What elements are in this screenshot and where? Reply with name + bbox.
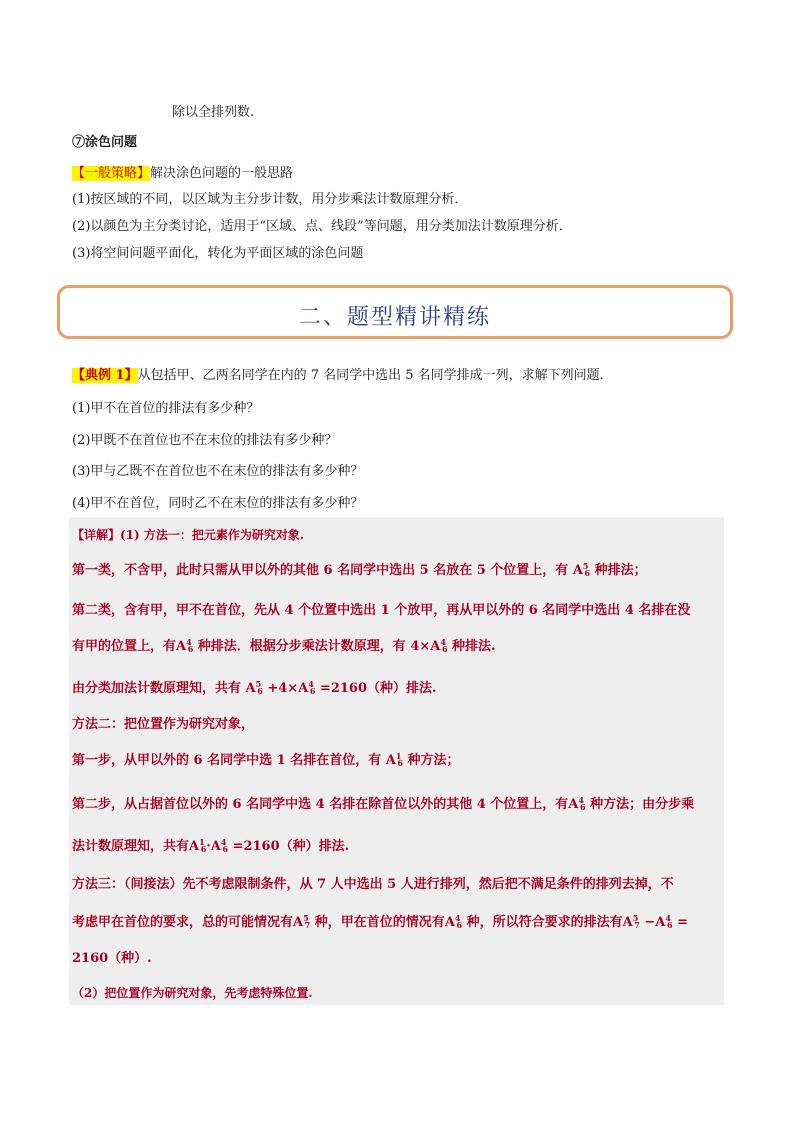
solution-tag: 【详解】	[72, 528, 121, 542]
solution-text: 法计数原理知，共有	[72, 839, 190, 854]
strategy-item-2: (2)以颜色为主分类讨论，适用于“区域、点、线段”等问题，用分类加法计数原理分析．	[72, 219, 572, 234]
solution-text: 第一类，不含甲，此时只需从甲以外的其他 6 名同学中选出 5 名放在 5 个位置上，有	[72, 563, 569, 578]
solution-text: ·	[206, 839, 211, 854]
perm-symbol: $A^46$	[444, 913, 463, 930]
solution-line-4	[72, 638, 496, 656]
top-line: 除以全排列数.	[172, 105, 255, 120]
example-tag: 【典例 1】	[72, 368, 138, 383]
perm-symbol: $A^46$	[210, 837, 229, 854]
solution-line-2	[72, 562, 647, 580]
perm-symbol: $A^56$	[245, 679, 263, 696]
solution-text: =2160（种）排法.	[232, 839, 350, 854]
solution-line-10: 方法三：（间接法）先不考虑限制条件，从 7 人中选出 5 人进行排列，然后把不满足条件的排列去掉，不	[72, 877, 674, 892]
solution-text: 种方法；	[407, 753, 460, 768]
solution-line-13: （2）把位置作为研究对象，先考虑特殊位置.	[72, 986, 313, 1000]
solution-text: −	[644, 915, 656, 930]
strategy-intro: 解决涂色问题的一般思路	[150, 166, 294, 181]
solution-text: 种排法.	[452, 639, 496, 654]
solution-line-7	[72, 752, 460, 770]
question-2: (2)甲既不在首位也不在末位的排法有多少种？	[72, 433, 338, 448]
example-stem: 从包括甲、乙两名同学在内的 7 名同学中选出 5 名同学排成一列，求解下列问题．	[137, 368, 613, 383]
section7-title: 涂色问题	[85, 135, 138, 150]
question-3: (3)甲与乙既不在首位也不在末位的排法有多少种？	[72, 464, 364, 479]
strategy-tag: 【一般策略】	[72, 166, 151, 181]
solution-text: 种排法．根据分步乘法计数原理，有 4×	[197, 639, 431, 654]
section7-number: ⑦	[72, 135, 86, 150]
perm-symbol: $A^56$	[572, 561, 591, 578]
solution-line-1	[72, 526, 304, 544]
strategy-item-3: (3)将空间问题平面化，转化为平面区域的涂色问题	[72, 246, 364, 261]
solution-text: 有甲的位置上，有	[72, 639, 177, 654]
section-heading: 二、题型精讲精练	[298, 305, 491, 330]
example-stem-line	[72, 367, 613, 385]
perm-symbol: $A^16$	[385, 751, 403, 768]
perm-symbol: $A^16$	[189, 837, 207, 854]
perm-symbol: $A^46$	[568, 795, 586, 812]
perm-symbol: $A^46$	[430, 637, 448, 654]
strategy-line	[72, 165, 293, 183]
solution-text: 第一步，从甲以外的 6 名同学中选 1 名排在首位，有	[72, 753, 382, 768]
section-heading-box	[57, 285, 733, 339]
solution-text: 种方法；由分步乘	[590, 797, 695, 812]
solution-text: =2160（种）排法.	[319, 681, 437, 696]
solution-line-6: 方法二：把位置作为研究对象，	[72, 717, 255, 732]
solution-text: 考虑甲在首位的要求，总的可能情况有	[72, 915, 294, 930]
solution-line-9	[72, 838, 349, 856]
solution-text: 种，甲在首位的情况有	[314, 915, 445, 930]
perm-symbol: $A^46$	[176, 637, 194, 654]
solution-text: 第二步，从占据首位以外的 6 名同学中选 4 名排在除首位以外的其他 4 个位置上，有	[72, 797, 569, 812]
perm-symbol: $A^46$	[655, 913, 673, 930]
perm-symbol: $A^57$	[293, 913, 311, 930]
solution-line-11	[72, 914, 688, 932]
strategy-item-1: (1)按区域的不同，以区域为主分步计数，用分步乘法计数原理分析．	[72, 192, 468, 207]
perm-symbol: $A^46$	[298, 679, 316, 696]
solution-line-3: 第二类，含有甲，甲不在首位，先从 4 个位置中选出 1 个放甲，再从甲以外的 6 名同学中选出 4 名排在没	[72, 603, 691, 618]
solution-line-8	[72, 796, 694, 814]
solution-text: (1) 方法一：把元素作为研究对象.	[120, 528, 305, 542]
question-4: (4)甲不在首位，同时乙不在末位的排法有多少种？	[72, 496, 364, 511]
solution-line-5	[72, 680, 437, 698]
section7-heading	[72, 134, 137, 152]
solution-text: +4×	[267, 681, 299, 696]
solution-text: =	[677, 915, 688, 930]
question-1: (1)甲不在首位的排法有多少种？	[72, 401, 260, 416]
solution-line-12: 2160（种）.	[72, 951, 152, 966]
solution-text: 种，所以符合要求的排法有	[466, 915, 623, 930]
solution-text: 种排法；	[594, 563, 647, 578]
perm-symbol: $A^57$	[622, 913, 640, 930]
solution-text: 由分类加法计数原理知，共有	[72, 681, 242, 696]
